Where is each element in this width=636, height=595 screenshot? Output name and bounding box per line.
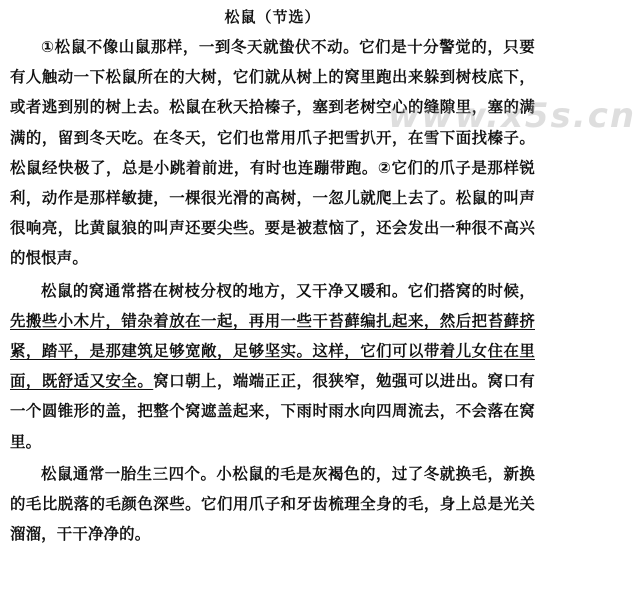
paragraph-3: 松鼠通常一胎生三四个。小松鼠的毛是灰褐色的，过了冬就换毛，新换的毛比脱落的毛颜色深些。它们用爪子和牙齿梳理全身的毛，身上总是光关溜溜，干干净净的。	[10, 464, 535, 544]
site-watermark: www.x5s.cn	[388, 96, 636, 136]
paragraph-2-after: 窝口朝上，端端正正，很狭窄，勉强可以进出。窝口有一个圆锥形的盖，把整个窝遮盖起来，下雨时雨水向四周流去，不会落在窝里。	[10, 372, 535, 451]
paragraph-1: ①松鼠不像山鼠那样，一到冬天就蛰伏不动。它们是十分警觉的，只要有人触动一下松鼠所在的大树，它们就从树上的窝里跑出来躲到树枝底下，或者逃到别的树上去。松鼠在秋天拾榛子，塞到老树空心的缝隙里，塞的满满的，留到冬天吃。在冬天，它们也常用爪子把雪扒开，在雪下面找榛子。松鼠经快极了，总是小跳着前进，有时也连蹦带跑。②它们的爪子是那样锐利，动作是那样敏捷，一棵很光滑的高树，一忽儿就爬上去了。松鼠的叫声很响亮，比黄鼠狼的叫声还要尖些。要是被惹恼了，还会发出一种很不高兴的恨恨声。	[10, 38, 535, 268]
document-title: 松鼠（节选）	[224, 8, 321, 26]
paragraph-2	[10, 276, 535, 457]
paragraph-2-underlined: 先搬些小木片，错杂着放在一起，再用一些干苔藓编扎起来，然后把苔藓挤紧，踏平，是那建筑足够宽敞，足够坚实。这样，它们可以带着儿女住在里面，既舒适又安全。	[10, 311, 535, 391]
paragraph-2-before: 松鼠的窝通常搭在树枝分杈的地方，又干净又暖和。它们搭窝的时候，	[41, 281, 535, 300]
